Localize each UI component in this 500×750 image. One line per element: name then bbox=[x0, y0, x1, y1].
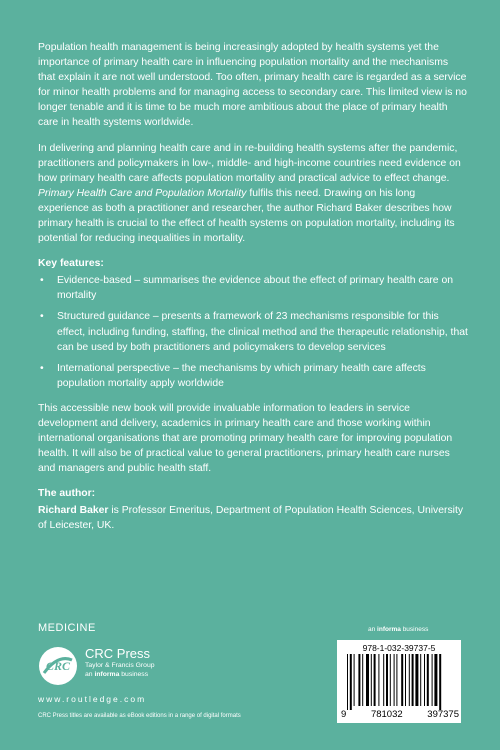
barcode-bar bbox=[396, 654, 397, 706]
description-paragraph bbox=[38, 141, 468, 247]
publisher-text bbox=[85, 646, 155, 679]
barcode-bar bbox=[427, 654, 429, 706]
feature-text: Structured guidance – presents a framework of 23 mechanisms responsible for this effect, including funding, staffing, the clinical method and the therapeutic relationship, that can be used by both practitioners and policymakers to develop services bbox=[57, 311, 468, 353]
intro-paragraph: Population health management is being increasingly adopted by health systems yet the importance of primary health care in influencing population mortality and the mechanisms that explain it are not well understood. Too often, primary health care is regarded as a service for minor health problems and for managing access to secondary care. This limited view is no longer tenable and it is time to be much more ambitious about the place of primary health care in health systems worldwide. bbox=[38, 42, 467, 129]
barcode-bars bbox=[345, 654, 453, 710]
barcode-bar bbox=[386, 654, 388, 706]
author-name: Richard Baker bbox=[38, 505, 109, 517]
publisher-url[interactable]: www.routledge.com bbox=[38, 694, 147, 704]
barcode-bar bbox=[374, 654, 376, 706]
bullet-icon: • bbox=[40, 362, 44, 374]
author-heading: The author: bbox=[38, 488, 96, 500]
barcode-bar bbox=[371, 654, 372, 706]
key-features-heading: Key features: bbox=[38, 258, 104, 270]
barcode-bar bbox=[434, 654, 437, 706]
back-cover-text bbox=[38, 40, 468, 534]
bullet-icon: • bbox=[40, 275, 44, 287]
description-text-start: In delivering and planning health care and in re-building health systems after the pandemic, practitioners and policymakers in low-, middle- and high-income countries need evidence on how primary health care affects population mortality and practical advice to effect change. bbox=[38, 142, 461, 184]
barcode-bar bbox=[358, 654, 360, 706]
barcode-digit-group-right: 397375 bbox=[427, 709, 459, 720]
isbn-barcode bbox=[337, 640, 461, 723]
barcode-bar bbox=[412, 654, 414, 706]
informa-suffix: business bbox=[400, 626, 429, 633]
ebook-note: CRC Press titles are available as eBook editions in a range of digital formats bbox=[38, 713, 241, 719]
barcode-bar bbox=[424, 654, 425, 706]
barcode-bar bbox=[390, 654, 391, 706]
barcode-bar bbox=[347, 654, 348, 710]
barcode-bar bbox=[401, 654, 403, 706]
book-title-inline: Primary Health Care and Population Mortality bbox=[38, 187, 247, 199]
bullet-icon: • bbox=[40, 311, 44, 323]
subject-category: MEDICINE bbox=[38, 622, 96, 634]
informa-prefix: an bbox=[368, 626, 378, 633]
informa-business-label bbox=[368, 626, 428, 633]
barcode-bar bbox=[432, 654, 433, 706]
publisher-name: CRC Press bbox=[85, 646, 151, 661]
barcode-bar bbox=[439, 654, 441, 710]
key-features-list bbox=[38, 273, 468, 391]
publisher-group: Taylor & Francis Group bbox=[85, 662, 155, 669]
barcode-digit-group-left: 781032 bbox=[370, 709, 403, 720]
feature-item-international bbox=[38, 361, 468, 391]
feature-text: Evidence-based – summarises the evidence about the effect of primary health care on mortality bbox=[57, 275, 454, 302]
publisher-informa-prefix: an bbox=[85, 671, 95, 678]
barcode-digit-lead: 9 bbox=[341, 709, 347, 720]
barcode-bar bbox=[394, 654, 395, 706]
barcode-bar bbox=[383, 654, 384, 706]
audience-paragraph: This accessible new book will provide invaluable information to leaders in service development and delivery, academics in primary health care and those working within international organisations that are promoting primary health care for improving population health. It will also be of practical value to general practitioners, primary health care nurses and managers and public health staff. bbox=[38, 402, 453, 475]
barcode-bar bbox=[366, 654, 369, 706]
crc-logo-text: CRC bbox=[45, 659, 71, 673]
isbn-label: 978-1-032-39737-5 bbox=[362, 643, 436, 653]
barcode-bar bbox=[362, 654, 363, 706]
feature-text: International perspective – the mechanisms by which primary health care affects population mortality apply worldwide bbox=[57, 362, 426, 389]
barcode-bar bbox=[405, 654, 406, 706]
informa-brand: informa bbox=[377, 626, 401, 633]
description-text-end: fulfils this need. Drawing on his long experience as both a practitioner and researcher, the author Richard Baker describes how primary health is crucial to the effect of health systems on population mortality, including its potential for reducing inequalities in mortality. bbox=[38, 187, 455, 245]
publisher-informa-suffix: business bbox=[119, 671, 149, 678]
publisher-informa bbox=[85, 670, 155, 679]
barcode-bar bbox=[350, 654, 352, 710]
crc-press-logo bbox=[38, 646, 78, 686]
author-bio-text: is Professor Emeritus, Department of Population Health Sciences, University of Leicester, UK. bbox=[38, 505, 464, 532]
barcode-bar bbox=[420, 654, 421, 706]
feature-item-guidance bbox=[38, 309, 468, 354]
barcode-bar bbox=[354, 654, 355, 706]
feature-item-evidence bbox=[38, 273, 468, 303]
publisher-informa-brand: informa bbox=[94, 671, 120, 678]
author-bio bbox=[38, 503, 468, 533]
barcode-digits bbox=[341, 709, 459, 720]
barcode-bar bbox=[378, 654, 379, 706]
barcode-bar bbox=[415, 654, 418, 706]
barcode-bar bbox=[409, 654, 410, 706]
